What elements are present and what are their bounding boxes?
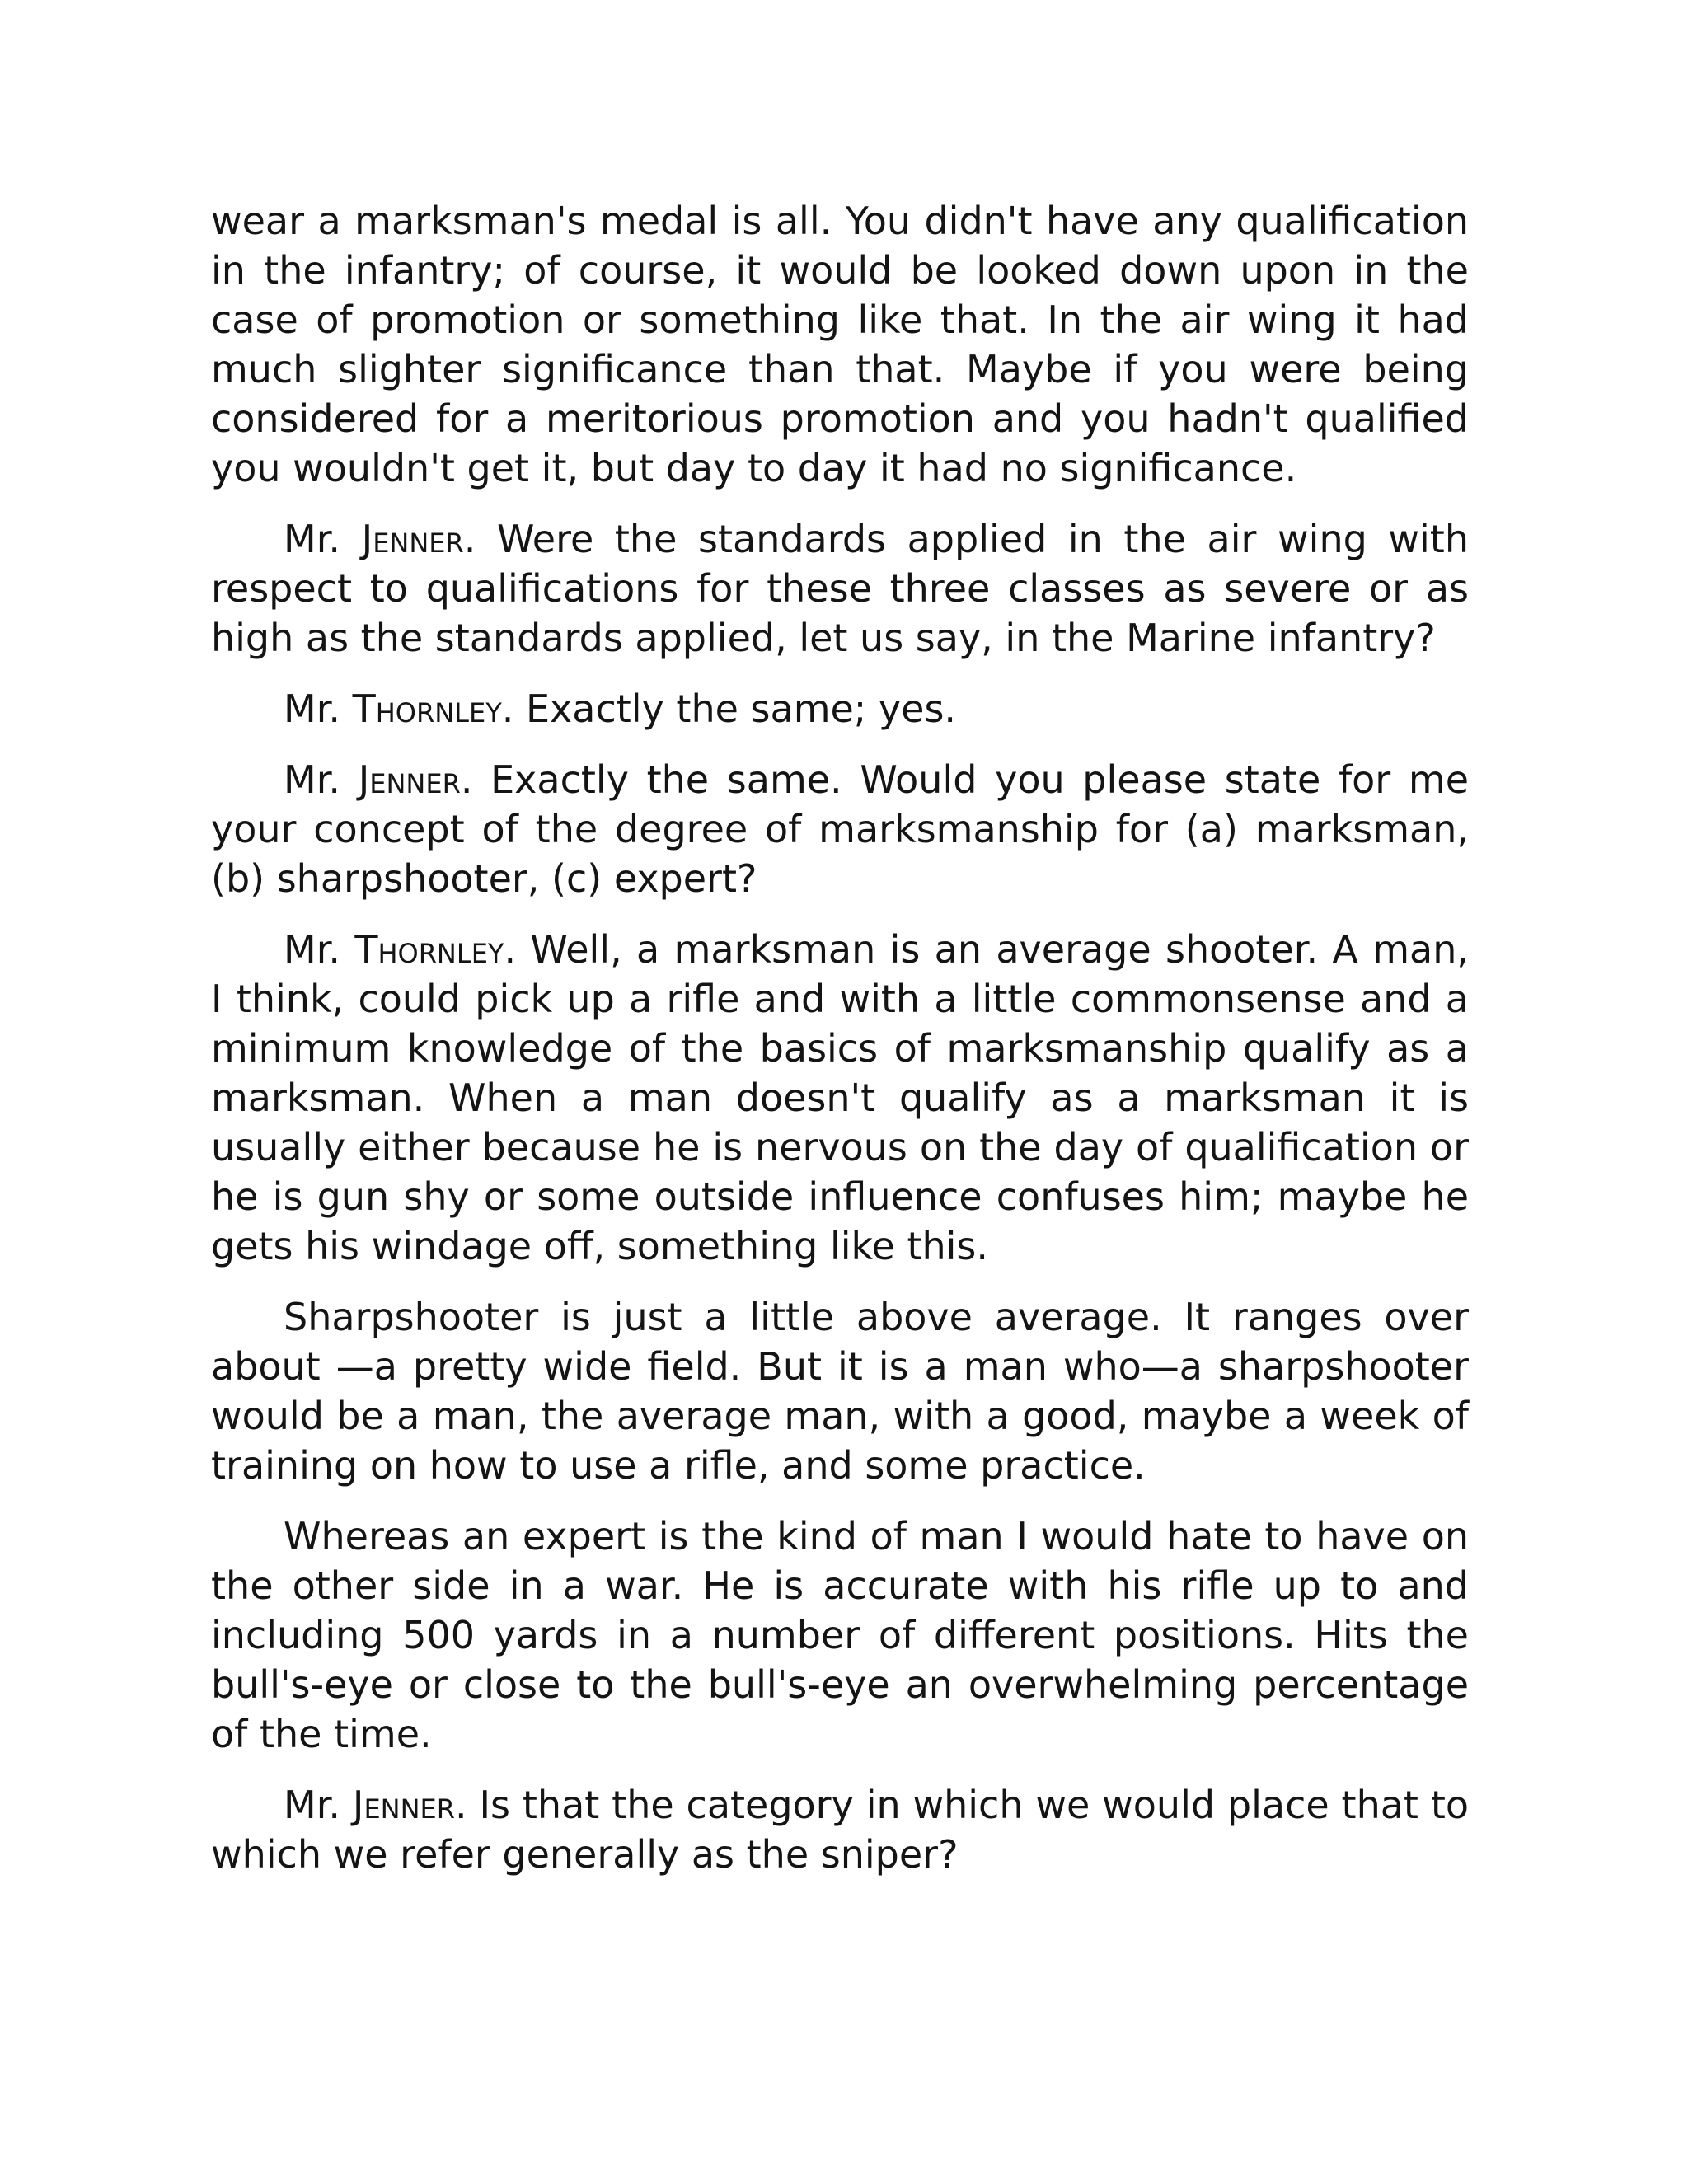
testimony-paragraph: [211, 1780, 1469, 1879]
document-page: [211, 196, 1469, 1900]
paragraph-text: . Exactly the same; yes.: [501, 687, 957, 731]
speaker-name: Thornley: [354, 927, 504, 972]
speaker-name: Jenner: [358, 757, 461, 802]
paragraph-text: . Were the standards applied in the air wing with respect to qualifications for these three classes as severe or as high as the standards applied, let us say, in the Marine infantry?: [211, 517, 1470, 660]
testimony-paragraph: [211, 514, 1469, 663]
speaker-prefix: Mr.: [284, 687, 353, 731]
continued-paragraph: [211, 196, 1469, 493]
paragraph-text: Sharpshooter is just a little above average. It ranges over about —a pretty wide field. But it is a man who—a sharpshooter would be a man, the average man, with a good, maybe a week of training on how to use a rifle, and some practice.: [211, 1295, 1469, 1488]
speaker-name: Jenner: [352, 1783, 455, 1827]
paragraph-text: wear a marksman's medal is all. You didn't have any qualification in the infantry; of course, it would be looked down upon in the case of promotion or something like that. In the air wing it had much slighter significance than that. Maybe if you were being considered for a meritorious promotion and you hadn't qualified you wouldn't get it, but day to day it had no significance.: [211, 199, 1469, 490]
paragraph-text: . Exactly the same. Would you please state for me your concept of the degree of marksmanship for (a) marksman, (b) sharpshooter, (c) expert?: [211, 757, 1469, 901]
speaker-name: Jenner: [361, 517, 464, 561]
paragraph-text: Whereas an expert is the kind of man I would hate to have on the other side in a war. He is accurate with his rifle up to and including 500 yards in a number of different positions. Hits the bull's-eye or close to the bull's-eye an overwhelming percentage of the time.: [211, 1514, 1469, 1756]
speaker-prefix: Mr.: [284, 757, 359, 802]
paragraph-text: . Well, a marksman is an average shooter. A man, I think, could pick up a rifle and with a little commonsense and a minimum knowledge of the basics of marksmanship qualify as a marksman. When a man doesn't qualify as a marksman it is usually either because he is nervous on the day of qualification or he is gun shy or some outside influence confuses him; maybe he gets his windage off, something like this.: [211, 927, 1469, 1268]
speaker-name: Thornley: [352, 687, 502, 731]
speaker-prefix: Mr.: [284, 517, 362, 561]
testimony-paragraph: [211, 1292, 1469, 1490]
testimony-paragraph: [211, 684, 1469, 733]
testimony-paragraph: [211, 755, 1469, 903]
testimony-paragraph: [211, 925, 1469, 1271]
testimony-paragraph: [211, 1511, 1469, 1759]
paragraph-text: . Is that the category in which we would place that to which we refer generally as the sniper?: [211, 1783, 1470, 1877]
speaker-prefix: Mr.: [284, 927, 355, 972]
speaker-prefix: Mr.: [284, 1783, 353, 1827]
